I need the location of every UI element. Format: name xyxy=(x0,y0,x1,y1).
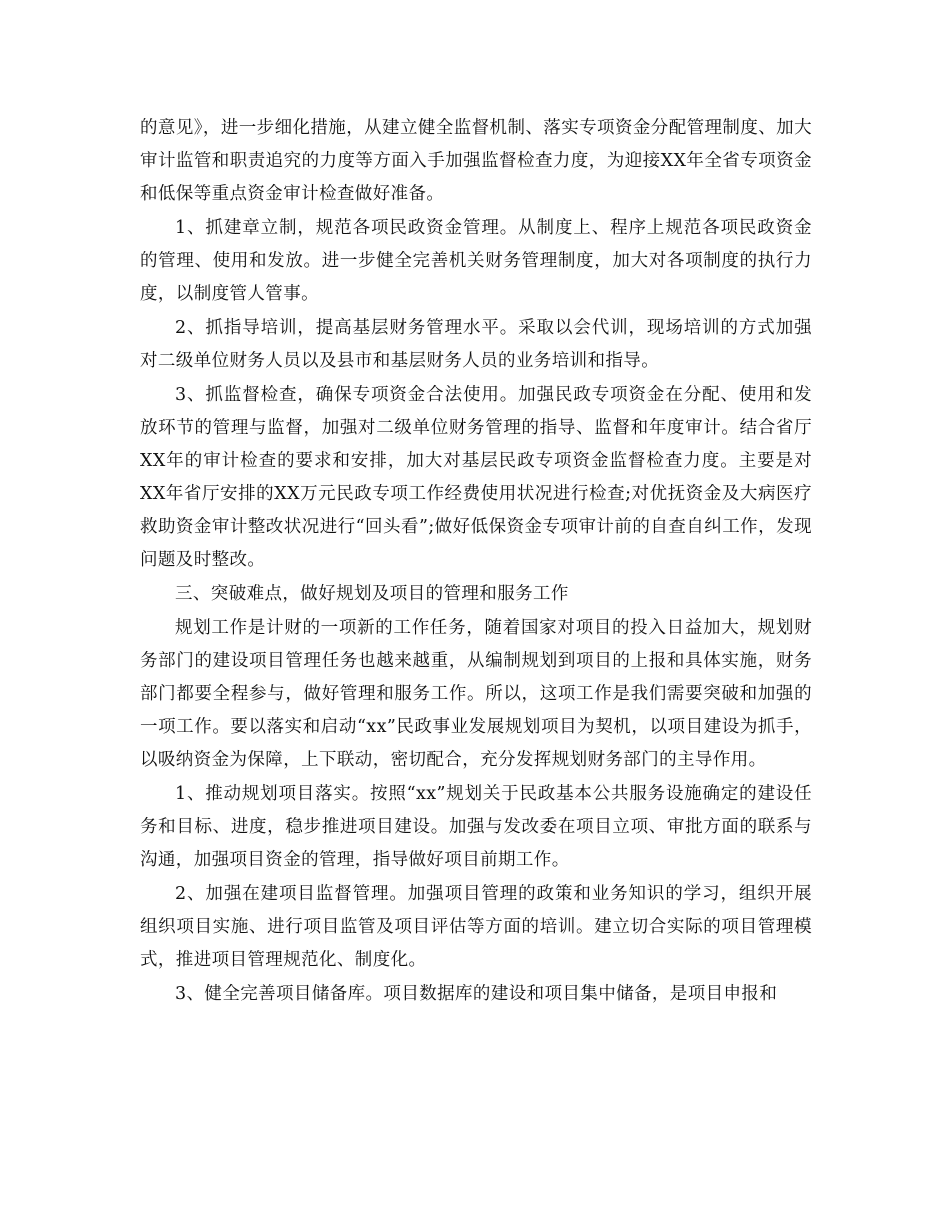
paragraph-item-2: 2、抓指导培训，提高基层财务管理水平。采取以会代训，现场培训的方式加强对二级单位财务人员以及县市和基层财务人员的业务培训和指导。 xyxy=(140,318,812,371)
paragraph-item-1: 1、抓建章立制，规范各项民政资金管理。从制度上、程序上规范各项民政资金的管理、使用和发放。进一步健全完善机关财务管理制度，加大对各项制度的执行力度，以制度管人管事。 xyxy=(140,218,812,304)
paragraph-planning-intro: 规划工作是计财的一项新的工作任务，随着国家对项目的投入日益加大，规划财务部门的建设项目管理任务也越来越重，从编制规划到项目的上报和具体实施，财务部门都要全程参与，做好管理和服务工作。所以，这项工作是我们需要突破和加强的一项工作。要以落实和启动“xx”民政事业发展规划项目为契机，以项目建设为抓手，以吸纳资金为保障，上下联动，密切配合，充分发挥规划财务部门的主导作用。 xyxy=(140,618,812,770)
paragraph-planning-item-3: 3、健全完善项目储备库。项目数据库的建设和项目集中储备，是项目申报和 xyxy=(175,984,778,1004)
paragraph-item-3: 3、抓监督检查，确保专项资金合法使用。加强民政专项资金在分配、使用和发放环节的管理与监督，加强对二级单位财务管理的指导、监督和年度审计。结合省厅XX年的审计检查的要求和安排，加大对基层民政专项资金监督检查力度。主要是对XX年省厅安排的XX万元民政专项工作经费使用状况进行检查;对优抚资金及大病医疗救助资金审计整改状况进行“回头看”;做好低保资金专项审计前的自查自纠工作，发现问题及时整改。 xyxy=(140,385,812,570)
paragraph-continued: 的意见》，进一步细化措施，从建立健全监督机制、落实专项资金分配管理制度、加大审计监管和职责追究的力度等方面入手加强监督检查力度，为迎接XX年全省专项资金和低保等重点资金审计检查做好准备。 xyxy=(140,118,812,204)
section-heading-3: 三、突破难点，做好规划及项目的管理和服务工作 xyxy=(175,584,569,604)
document-body xyxy=(140,112,812,1012)
paragraph-planning-item-2: 2、加强在建项目监督管理。加强项目管理的政策和业务知识的学习，组织开展组织项目实施、进行项目监管及项目评估等方面的培训。建立切合实际的项目管理模式，推进项目管理规范化、制度化。 xyxy=(140,884,812,970)
paragraph-planning-item-1: 1、推动规划项目落实。按照“xx”规划关于民政基本公共服务设施确定的建设任务和目标、进度，稳步推进项目建设。加强与发改委在项目立项、审批方面的联系与沟通，加强项目资金的管理，指导做好项目前期工作。 xyxy=(140,784,812,870)
